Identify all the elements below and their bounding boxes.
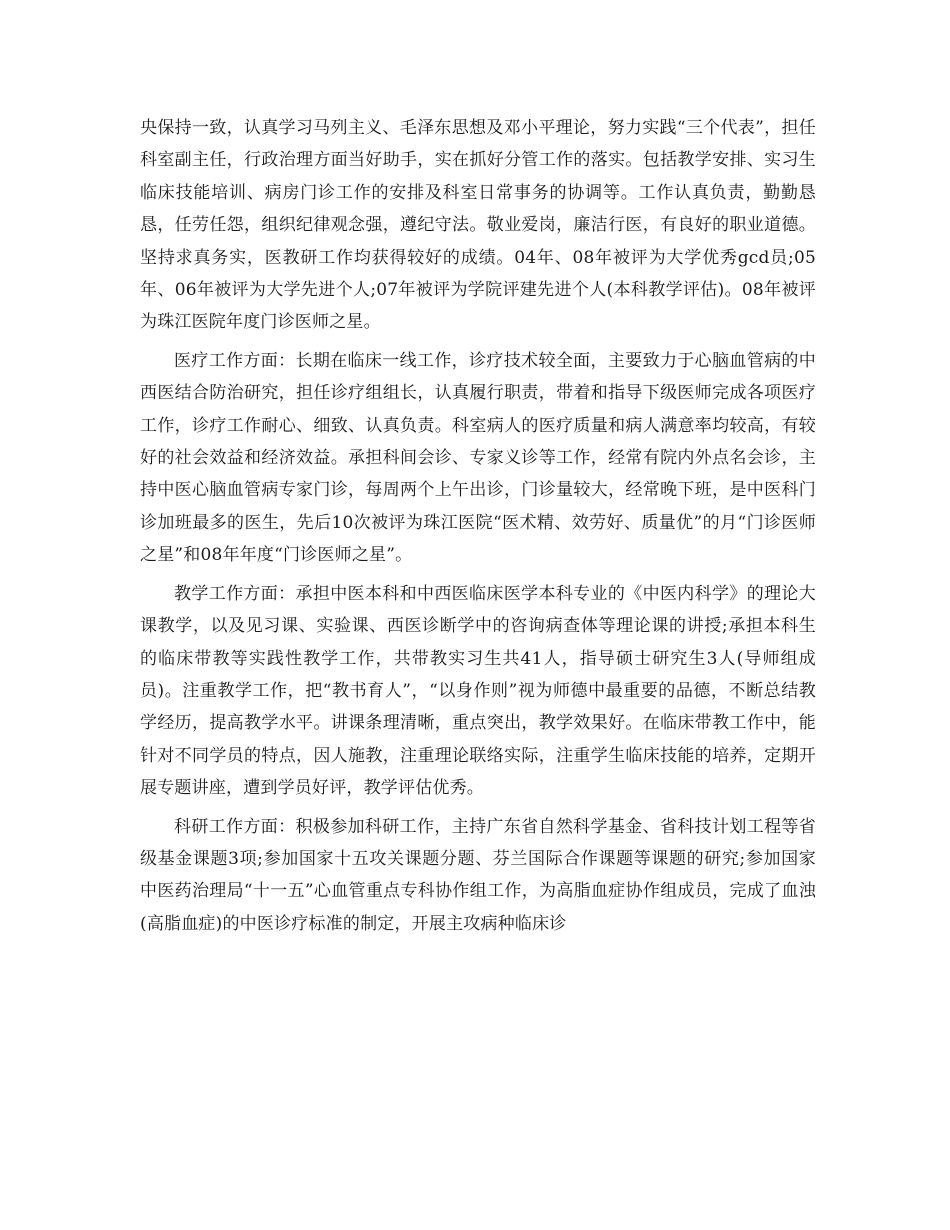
paragraph-continuation: 央保持一致，认真学习马列主义、毛泽东思想及邓小平理论，努力实践“三个代表”，担任科室副主任，行政治理方面当好助手，实在抓好分管工作的落实。包括教学安排、实习生临床技能培训、病房门诊工作的安排及科室日常事务的协调等。工作认真负责，勤勤恳恳，任劳任怨，组织纪律观念强，遵纪守法。敬业爱岗，廉洁行医，有良好的职业道德。坚持求真务实，医教研工作均获得较好的成绩。04年、08年被评为大学优秀gcd员;05年、06年被评为大学先进个人;07年被评为学院评建先进个人(本科教学评估)。08年被评为珠江医院年度门诊医师之星。 <box>140 118 816 333</box>
paragraph-teaching-work: 教学工作方面：承担中医本科和中西医临床医学本科专业的《中医内科学》的理论大课教学，以及见习课、实验课、西医诊断学中的咨询病查体等理论课的讲授;承担本科生的临床带教等实践性教学工作，共带教实习生共41人，指导硕士研究生3人(导师组成员)。注重教学工作，把“教书育人”，“以身作则”视为师德中最重要的品德，不断总结教学经历，提高教学水平。讲课条理清晰，重点突出，教学效果好。在临床带教工作中，能针对不同学员的特点，因人施教，注重理论联络实际，注重学生临床技能的培养，定期开展专题讲座，遭到学员好评，教学评估优秀。 <box>140 583 816 799</box>
document-body <box>140 112 816 946</box>
paragraph-medical-work: 医疗工作方面：长期在临床一线工作，诊疗技术较全面，主要致力于心脑血管病的中西医结合防治研究，担任诊疗组组长，认真履行职责，带着和指导下级医师完成各项医疗工作，诊疗工作耐心、细致、认真负责。科室病人的医疗质量和病人满意率均较高，有较好的社会效益和经济效益。承担科间会诊、专家义诊等工作，经常有院内外点名会诊，主持中医心脑血管病专家门诊，每周两个上午出诊，门诊量较大，经常晚下班，是中医科门诊加班最多的医生，先后10次被评为珠江医院“医术精、效劳好、质量优”的月“门诊医师之星”和08年年度“门诊医师之星”。 <box>140 350 816 566</box>
paragraph-research-work: 科研工作方面：积极参加科研工作，主持广东省自然科学基金、省科技计划工程等省级基金课题3项;参加国家十五攻关课题分题、芬兰国际合作课题等课题的研究;参加国家中医药治理局“十一五”心血管重点专科协作组工作，为高脂血症协作组成员，完成了血浊(高脂血症)的中医诊疗标准的制定，开展主攻病种临床诊 <box>140 816 816 934</box>
